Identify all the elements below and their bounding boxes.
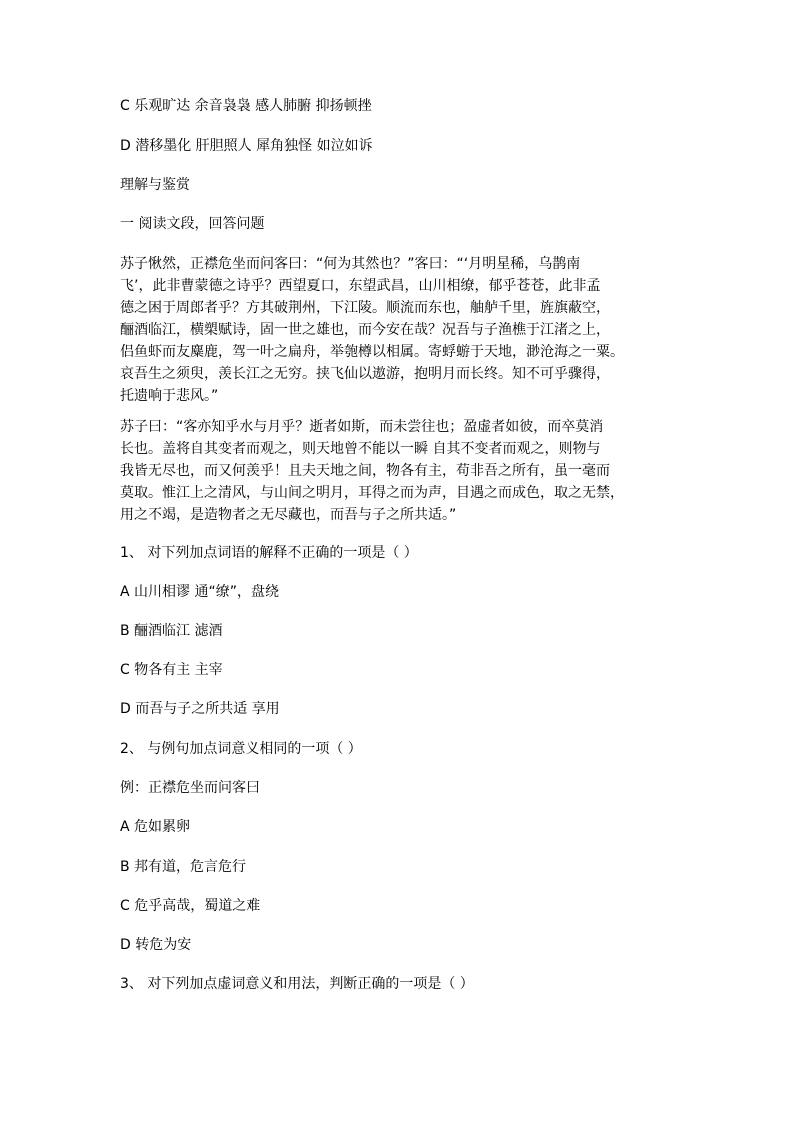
passage-line: 莫取。惟江上之清风，与山间之明月，耳得之而为声，目遇之而成色，取之无禁， [120,485,624,501]
question-2-example: 例：正襟危坐而问客曰 [120,780,260,796]
passage-paragraph-1 [120,253,680,407]
passage-paragraph-2 [120,416,680,526]
passage-line: 飞’，此非曹蒙德之诗乎？西望夏口，东望武昌，山川相缭，郁乎苍苍，此非孟 [120,278,601,294]
question-2-stem: 2、 与例句加点词意义相同的一项（ ） [120,741,362,757]
question-1-option-a: A 山川相谬 通“缭”，盘绕 [120,584,279,600]
option-d-idioms: D 潜移墨化 肝胆照人 犀角独怪 如泣如诉 [120,138,373,154]
passage-line: 酾酒临江，横槊赋诗，固一世之雄也，而今安在哉？况吾与子渔樵于江渚之上， [120,322,610,338]
question-3-stem: 3、 对下列加点虚词意义和用法，判断正确的一项是（ ） [120,976,474,992]
passage-line: 长也。盖将自其变者而观之，则天地曾不能以一瞬 自其不变者而观之，则物与 [120,441,601,457]
question-1-option-c: C 物各有主 主宰 [120,662,223,678]
question-2-option-b: B 邦有道，危言危行 [120,859,247,875]
question-1-option-b: B 酾酒临江 滤酒 [120,623,223,639]
passage-line: 哀吾生之须臾，羡长江之无穷。挟飞仙以遨游，抱明月而长终。知不可乎骤得， [120,366,610,382]
passage-line: 我皆无尽也，而又何羡乎！且夫天地之间，物各有主，苟非吾之所有，虽一毫而 [120,463,610,479]
passage-line: 侣鱼虾而友麋鹿，驾一叶之扁舟，举匏樽以相属。寄蜉蝣于天地，渺沧海之一粟。 [120,344,624,360]
passage-line: 托遗响于悲风。” [120,388,219,404]
subsection-heading: 一 阅读文段，回答问题 [120,216,265,232]
section-heading: 理解与鉴赏 [120,177,190,193]
question-2-option-d: D 转危为安 [120,937,192,953]
passage-line: 用之不竭，是造物者之无尽藏也，而吾与子之所共适。” [120,507,457,523]
question-2-option-c: C 危乎高哉，蜀道之难 [120,898,261,914]
question-2-option-a: A 危如累卵 [120,819,191,835]
passage-line: 德之困于周郎者乎？方其破荆州，下江陵。顺流而东也，舳舻千里，旌旗蔽空， [120,300,610,316]
question-1-stem: 1、 对下列加点词语的解释不正确的一项是（ ） [120,545,418,561]
option-c-idioms: C 乐观旷达 余音袅袅 感人肺腑 抑扬顿挫 [120,98,372,114]
passage-line: 苏子愀然，正襟危坐而问客曰：“何为其然也？”客曰：“‘月明星稀，乌鹊南 [120,256,581,272]
question-1-option-d: D 而吾与子之所共适 享用 [120,701,280,717]
passage-line: 苏子曰：“客亦知乎水与月乎？逝者如斯，而未尝往也；盈虚者如彼，而卒莫消 [120,419,604,435]
